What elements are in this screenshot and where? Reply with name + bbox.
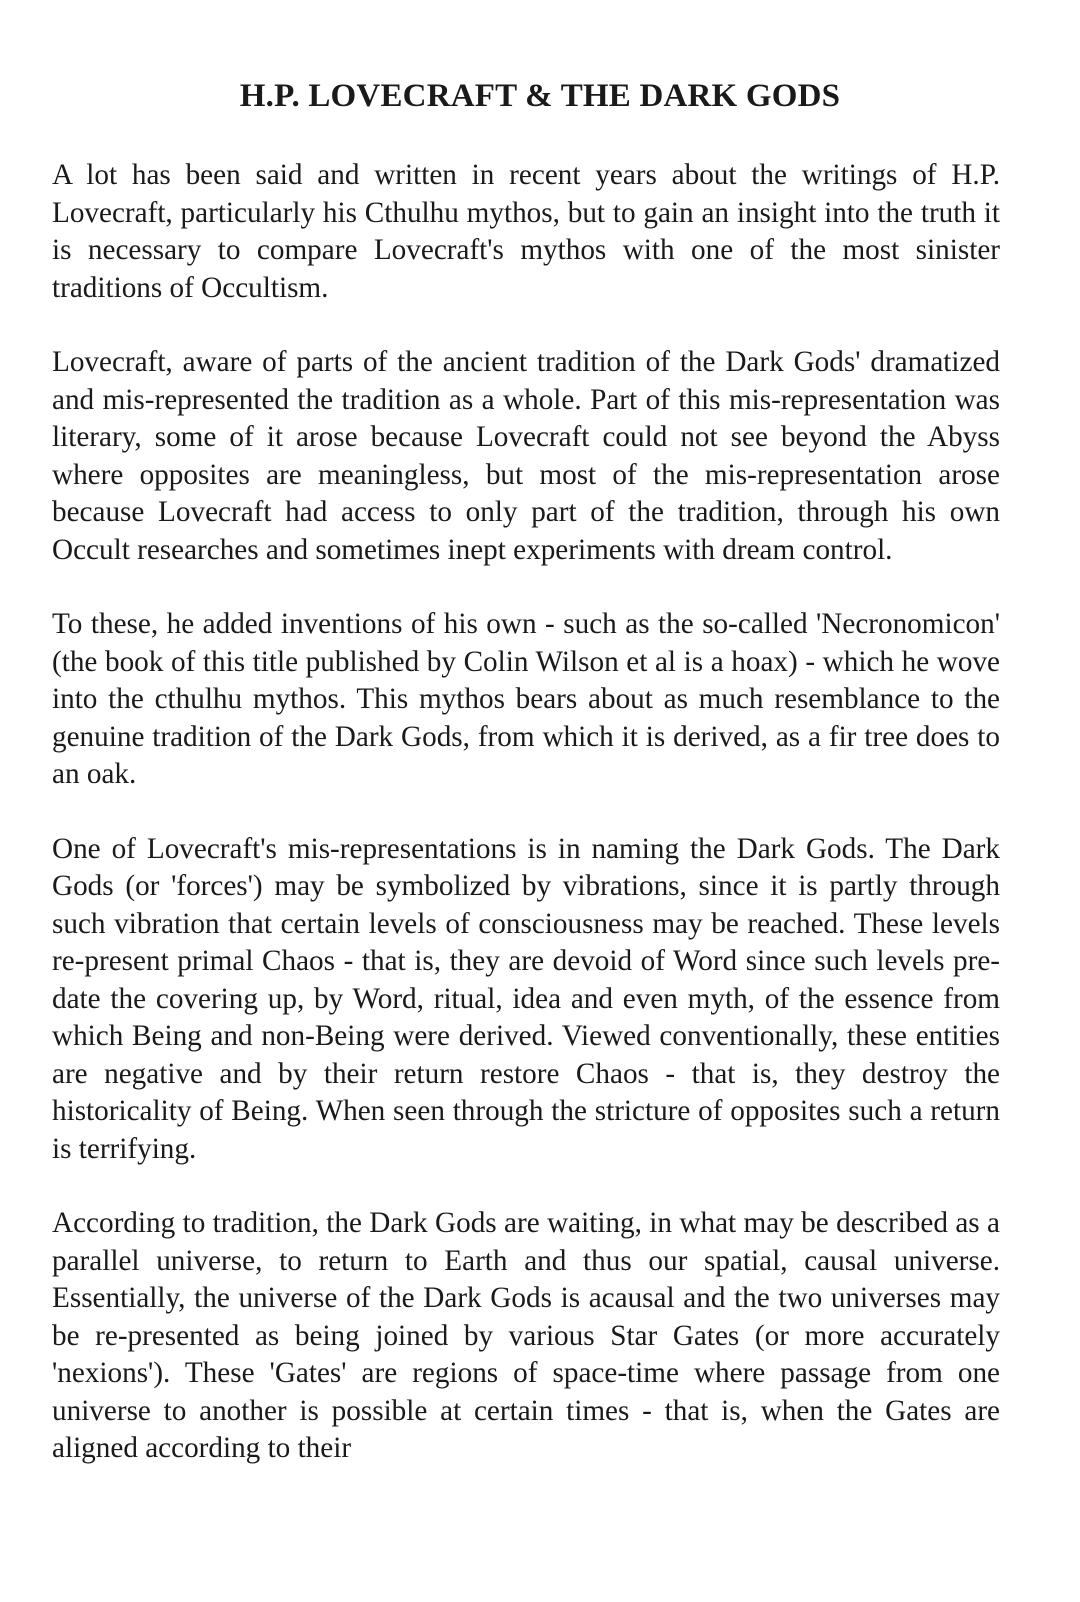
paragraph-2: Lovecraft, aware of parts of the ancient tradition of the Dark Gods' dramatized and mis-represented the tradition as a whole. Part of this mis-representation was literary, some of it arose because Lovecraft could not see beyond the Abyss where opposites are meaningless, but most of the mis-representation arose because Lovecraft had access to only part of the tradition, through his own Occult researches and sometimes inept experiments with dream control. bbox=[52, 346, 1000, 566]
paragraph-5: According to tradition, the Dark Gods are waiting, in what may be described as a parallel universe, to return to Earth and thus our spatial, causal universe. Essentially, the universe of the Dark Gods is acausal and the two universes may be re-presented as being joined by various Star Gates (or more accurately 'nexions'). These 'Gates' are regions of space-time where passage from one universe to another is possible at certain times - that is, when the Gates are aligned according to their bbox=[52, 1207, 1000, 1465]
paragraph-1: A lot has been said and written in recent years about the writings of H.P. Lovecraft, particularly his Cthulhu mythos, but to gain an insight into the truth it is necessary to compare Lovecraft's mythos with one of the most sinister traditions of Occultism. bbox=[52, 159, 1000, 304]
paragraph-4: One of Lovecraft's mis-representations is in naming the Dark Gods. The Dark Gods (or 'forces') may be symbolized by vibrations, since it is partly through such vibration that certain levels of consciousness may be reached. These levels re-present primal Chaos - that is, they are devoid of Word since such levels pre-date the covering up, by Word, ritual, idea and even myth, of the essence from which Being and non-Being were derived. Viewed conventionally, these entities are negative and by their return restore Chaos - that is, they destroy the historicality of Being. When seen through the stricture of opposites such a return is terrifying. bbox=[52, 832, 1000, 1165]
paragraph-3: To these, he added inventions of his own - such as the so-called 'Necronomicon' (the book of this title published by Colin Wilson et al is a hoax) - which he wove into the cthulhu mythos. This mythos bears about as much resemblance to the genuine tradition of the Dark Gods, from which it is derived, as a fir tree does to an oak. bbox=[52, 608, 1000, 791]
page-title: H.P. LOVECRAFT & THE DARK GODS bbox=[239, 78, 841, 114]
